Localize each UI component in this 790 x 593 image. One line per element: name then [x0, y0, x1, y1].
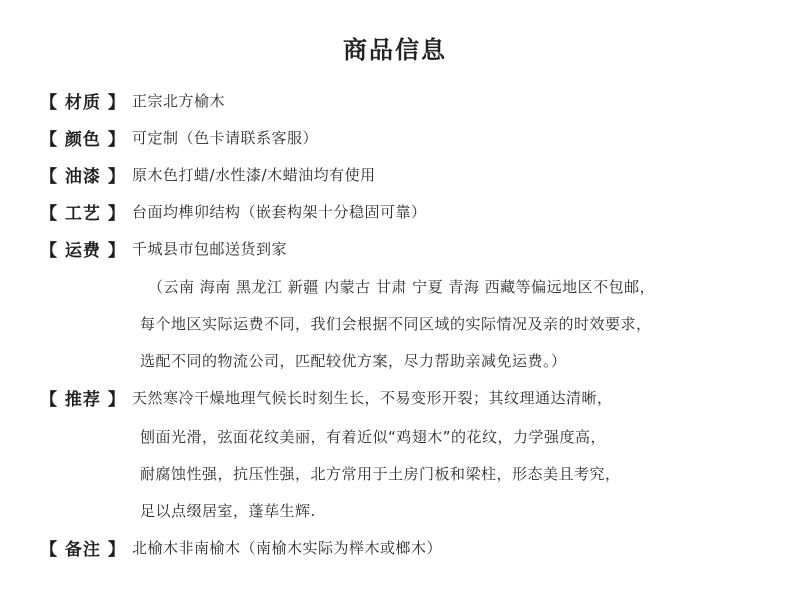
- spec-value: 千城县市包邮送货到家: [132, 239, 288, 258]
- spec-row-recommend: [40, 384, 613, 410]
- spec-label: 【 运费 】: [40, 240, 126, 261]
- shipping-note-line: 选配不同的物流公司，匹配较优方案，尽力帮助亲减免运费。）: [140, 351, 567, 370]
- spec-label: 【 推荐 】: [40, 389, 126, 410]
- spec-row-paint: [40, 161, 376, 187]
- spec-value: 北榆木非南榆木（南榆木实际为榉木或榔木）: [132, 538, 443, 557]
- recommend-text-line: 足以点缀居室，蓬荜生辉.: [140, 501, 316, 520]
- spec-row-craft: [40, 198, 427, 224]
- spec-label: 【 工艺 】: [40, 203, 126, 224]
- spec-value: 正宗北方榆木: [132, 91, 226, 110]
- spec-row-shipping: [40, 235, 287, 261]
- spec-value: 台面均榫卯结构（嵌套构架十分稳固可靠）: [132, 202, 427, 221]
- spec-row-material: [40, 87, 225, 113]
- page-title: 商品信息: [343, 35, 447, 64]
- spec-label: 【 备注 】: [40, 539, 126, 560]
- shipping-note-line: 每个地区实际运费不同，我们会根据不同区域的实际情况及亲的时效要求，: [140, 314, 652, 333]
- recommend-text-line: 耐腐蚀性强，抗压性强，北方常用于土房门板和梁柱，形态美且考究，: [140, 464, 621, 483]
- spec-row-note: [40, 534, 442, 560]
- spec-label: 【 颜色 】: [40, 129, 126, 150]
- spec-value: 原木色打蜡/水性漆/木蜡油均有使用: [132, 165, 376, 184]
- recommend-text-line: 刨面光滑，弦面花纹美丽，有着近似“鸡翅木”的花纹，力学强度高，: [140, 427, 607, 446]
- spec-value: 天然寒冷干燥地理气候长时刻生长，不易变形开裂；其纹理通达清晰，: [132, 388, 613, 407]
- spec-value: 可定制（色卡请联系客服）: [132, 128, 319, 147]
- spec-row-color: [40, 124, 318, 150]
- spec-label: 【 油漆 】: [40, 166, 126, 187]
- shipping-note-line: （云南 海南 黑龙江 新疆 内蒙古 甘肃 宁夏 青海 西藏等偏远地区不包邮，: [148, 277, 656, 296]
- spec-label: 【 材质 】: [40, 92, 126, 113]
